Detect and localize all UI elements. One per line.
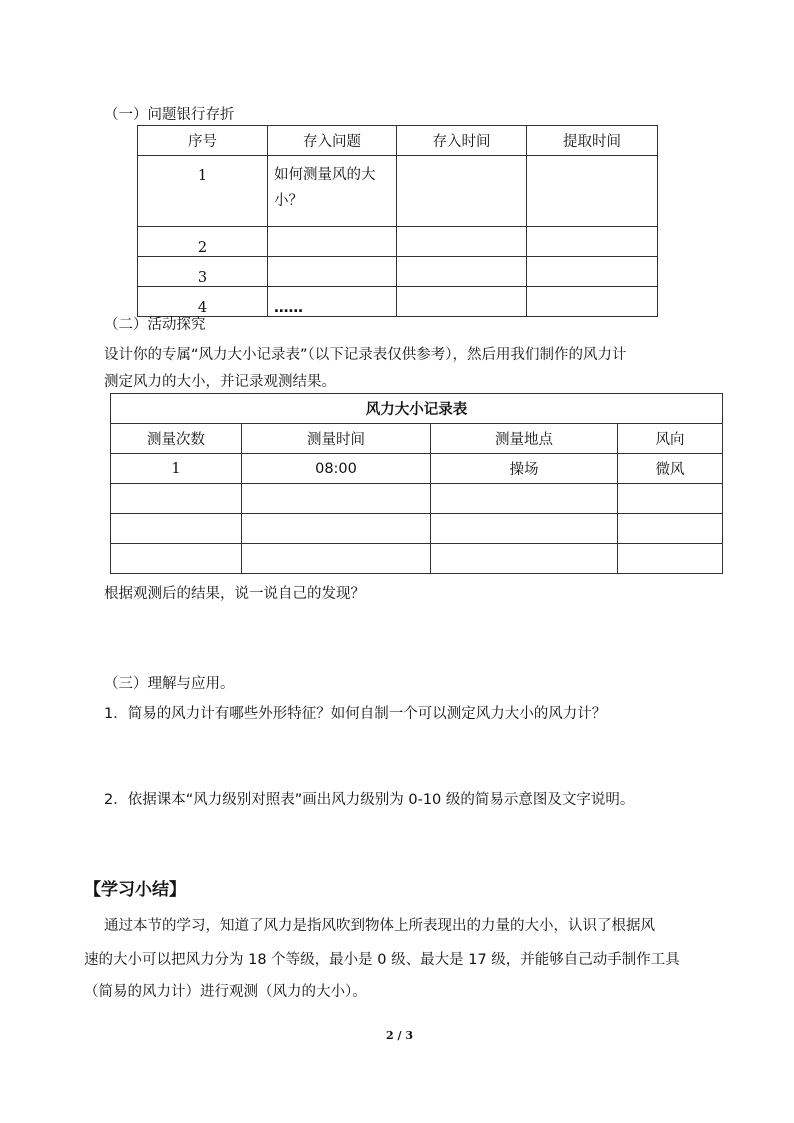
header-cell: 测量次数 bbox=[111, 424, 242, 454]
header-cell: 序号 bbox=[138, 126, 268, 156]
withdraw-time-cell bbox=[527, 156, 658, 227]
page-number: 2 / 3 bbox=[386, 1029, 413, 1042]
summary-line3: （简易的风力计）进行观测（风力的大小）。 bbox=[84, 984, 367, 1000]
header-cell: 测量地点 bbox=[431, 424, 618, 454]
section2-question: 根据观测后的结果，说一说自己的发现？ bbox=[104, 586, 365, 602]
table-header-row bbox=[111, 424, 723, 454]
table-row bbox=[138, 156, 658, 227]
question-bank-table bbox=[137, 125, 658, 317]
table-row bbox=[111, 484, 723, 514]
count-cell: 1 bbox=[111, 454, 242, 484]
section3-q1: 1．简易的风力计有哪些外形特征？如何自制一个可以测定风力大小的风力计？ bbox=[104, 706, 607, 722]
section2-intro-line1: 设计你的专属“风力大小记录表”（以下记录表仅供参考），然后用我们制作的风力计 bbox=[104, 347, 627, 363]
row-index: 2 bbox=[138, 227, 268, 257]
deposit-time-cell bbox=[397, 156, 527, 227]
table-title: 风力大小记录表 bbox=[111, 394, 723, 424]
section1-title: （一）问题银行存折 bbox=[104, 107, 235, 123]
question-cell: 如何测量风的大小？ bbox=[268, 156, 397, 227]
question-cell bbox=[268, 227, 397, 257]
table-row bbox=[138, 287, 658, 317]
row-index: 3 bbox=[138, 257, 268, 287]
header-cell: 存入问题 bbox=[268, 126, 397, 156]
direction-cell: 微风 bbox=[618, 454, 723, 484]
deposit-time-cell bbox=[397, 257, 527, 287]
question-cell: …… bbox=[268, 287, 397, 317]
table-header-row bbox=[138, 126, 658, 156]
time-cell: 08:00 bbox=[242, 454, 431, 484]
header-cell: 测量时间 bbox=[242, 424, 431, 454]
row-index: 1 bbox=[138, 156, 268, 227]
summary-line2: 速的大小可以把风力分为 18 个等级，最小是 0 级、最大是 17 级，并能够自己动手制作工具 bbox=[84, 952, 680, 968]
section3-title: （三）理解与应用。 bbox=[104, 676, 235, 692]
table-row bbox=[111, 514, 723, 544]
question-cell bbox=[268, 257, 397, 287]
withdraw-time-cell bbox=[527, 287, 658, 317]
section2-title: （二）活动探究 bbox=[104, 317, 206, 333]
header-cell: 存入时间 bbox=[397, 126, 527, 156]
deposit-time-cell bbox=[397, 227, 527, 257]
table-row bbox=[111, 454, 723, 484]
table-row bbox=[138, 227, 658, 257]
location-cell: 操场 bbox=[431, 454, 618, 484]
withdraw-time-cell bbox=[527, 257, 658, 287]
summary-line1: 通过本节的学习，知道了风力是指风吹到物体上所表现出的力量的大小，认识了根据风 bbox=[104, 918, 655, 934]
section2-intro-line2: 测定风力的大小，并记录观测结果。 bbox=[104, 374, 336, 390]
header-cell: 提取时间 bbox=[527, 126, 658, 156]
table-title-row bbox=[111, 394, 723, 424]
header-cell: 风向 bbox=[618, 424, 723, 454]
summary-heading: 【学习小结】 bbox=[84, 880, 186, 900]
withdraw-time-cell bbox=[527, 227, 658, 257]
table-row bbox=[138, 257, 658, 287]
wind-record-table bbox=[110, 393, 723, 574]
section3-q2: 2．依据课本“风力级别对照表”画出风力级别为 0-10 级的简易示意图及文字说明。 bbox=[104, 792, 635, 808]
deposit-time-cell bbox=[397, 287, 527, 317]
row-index: 4 bbox=[138, 287, 268, 317]
table-row bbox=[111, 544, 723, 574]
